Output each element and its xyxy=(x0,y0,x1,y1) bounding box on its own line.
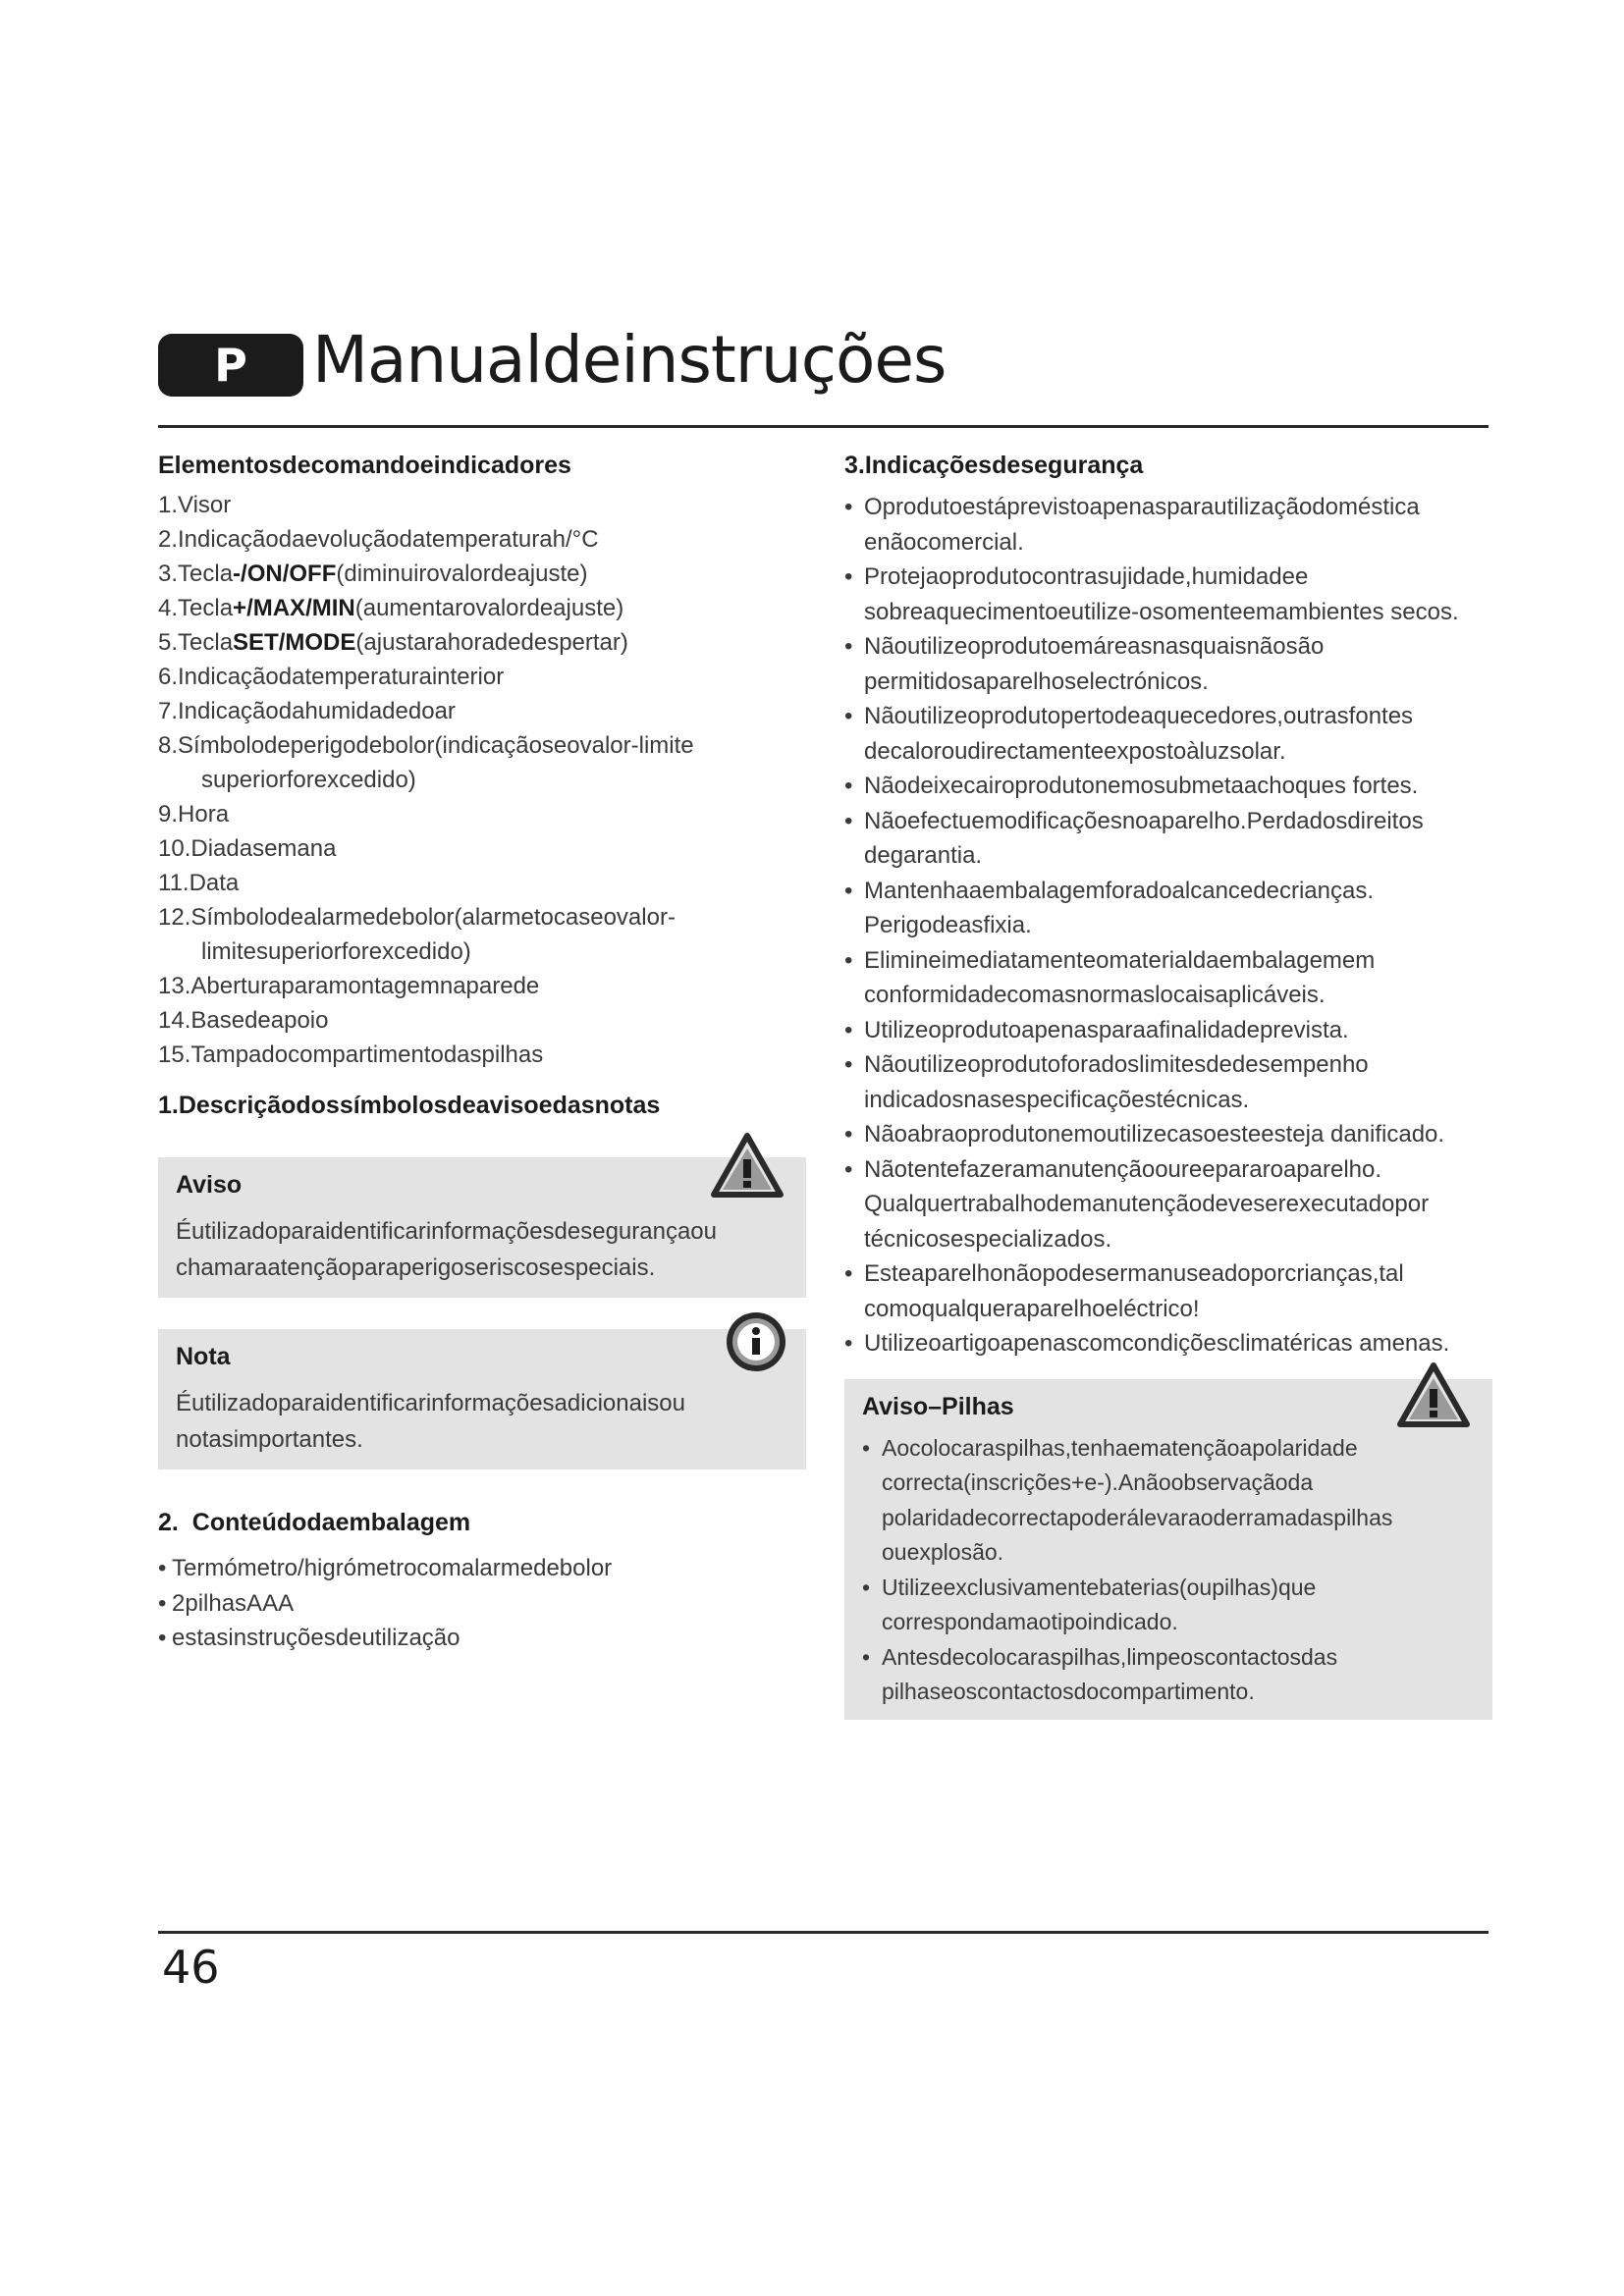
safety-heading: 3.Indicaçõesdesegurança xyxy=(844,452,1144,479)
warning-triangle-icon xyxy=(710,1132,785,1203)
info-icon xyxy=(724,1309,788,1379)
controls-list xyxy=(158,488,806,1072)
list-item: 15.Tampadocompartimentodaspilhas xyxy=(158,1041,544,1068)
list-item: • Antesdecolocaraspilhas,limpeoscontactosdas pilhaseoscontactosdocompartimento. xyxy=(862,1640,1475,1710)
list-item: • Nãodeixecairoprodutonemosubmetaachoques fortes. xyxy=(844,769,1492,804)
list-item: 4.Tecla+/MAX/MIN(aumentarovalordeajuste) xyxy=(158,595,624,621)
list-item: • Nãotentefazeramanutençãooureepararoaparelho. Qualquertrabalhodemanutençãodeveserexecutadopor técnicosespecializados. xyxy=(844,1152,1492,1257)
list-item: 13.Aberturaparamontagemnaparede xyxy=(158,973,540,999)
left-column xyxy=(158,452,806,1656)
note-box xyxy=(158,1329,806,1469)
page-title: Manualdeinstruções xyxy=(312,322,947,398)
list-item: 7.Indicaçãodahumidadedoar xyxy=(158,698,456,724)
list-item: 10.Diadasemana xyxy=(158,835,337,862)
footer-divider xyxy=(158,1931,1489,1934)
contents-heading: 2. Conteúdodaembalagem xyxy=(158,1509,471,1536)
list-item: • Nãoabraoprodutonemoutilizecasoesteesteja danificado. xyxy=(844,1117,1492,1152)
header-divider xyxy=(158,425,1489,428)
list-item: • Mantenhaaembalagemforadoalcancedecrianças. Perigodeasfixia. xyxy=(844,874,1492,943)
controls-heading: Elementosdecomandoeindicadores xyxy=(158,452,571,479)
contents-list xyxy=(158,1551,806,1656)
note-box-body: Éutilizadoparaidentificarinformaçõesadicionaisou notasimportantes. xyxy=(176,1390,685,1453)
list-item: • Termómetro/higrómetrocomalarmedebolor xyxy=(158,1551,806,1586)
warning-triangle-icon xyxy=(1396,1362,1471,1433)
battery-box-title: Aviso–Pilhas xyxy=(862,1392,1014,1420)
list-item: • Nãoutilizeoprodutopertodeaquecedores,outrasfontes decaloroudirectamenteexpostoàluzsolar. xyxy=(844,699,1492,769)
list-item: • Utilizeexclusivamentebaterias(oupilhas)que correspondamaotipoindicado. xyxy=(862,1571,1475,1640)
list-item: • 2pilhasAAA xyxy=(158,1586,806,1622)
right-column xyxy=(844,452,1492,1720)
list-item: 11.Data xyxy=(158,870,240,896)
list-item: 3.Tecla-/ON/OFF(diminuirovalordeajuste) xyxy=(158,561,588,587)
list-item: 6.Indicaçãodatemperaturainterior xyxy=(158,664,505,690)
list-item: 12.Símbolodealarmedebolor(alarmetocaseovalor- limitesuperiorforexcedido) xyxy=(158,904,676,965)
battery-warning-box xyxy=(844,1379,1492,1720)
list-item: • Nãoutilizeoprodutoforadoslimitesdedesempenho indicadosnasespecificaçõestécnicas. xyxy=(844,1047,1492,1117)
list-item: 9.Hora xyxy=(158,801,230,828)
list-item: • Oprodutoestáprevistoapenasparautilizaçãodoméstica enãocomercial. xyxy=(844,490,1492,560)
list-item: 2.Indicaçãodaevoluçãodatemperaturah/°C xyxy=(158,526,599,553)
list-item: • Nãoefectuemodificaçõesnoaparelho.Perdadosdireitos degarantia. xyxy=(844,804,1492,874)
list-item: • Protejaoprodutocontrasujidade,humidadee sobreaquecimentoeutilize-osomenteemambientes secos. xyxy=(844,560,1492,629)
list-item: • Utilizeoprodutoapenasparaafinalidadeprevista. xyxy=(844,1013,1492,1048)
list-item: • estasinstruçõesdeutilização xyxy=(158,1621,806,1656)
language-badge: P xyxy=(158,334,303,397)
page-number: 46 xyxy=(162,1941,220,1994)
list-item: 5.TeclaSET/MODE(ajustarahoradedespertar) xyxy=(158,629,628,656)
list-item: 14.Basedeapoio xyxy=(158,1007,329,1034)
list-item: • Esteaparelhonãopodesermanuseadoporcrianças,tal comoqualqueraparelhoeléctrico! xyxy=(844,1256,1492,1326)
symbols-heading: 1.Descriçãodossímbolosdeavisoedasnotas xyxy=(158,1092,661,1119)
list-item: • Elimineimediatamenteomaterialdaembalagemem conformidadecomasnormaslocaisaplicáveis. xyxy=(844,943,1492,1013)
safety-list xyxy=(844,490,1492,1362)
warning-box-body: Éutilizadoparaidentificarinformaçõesdesegurançaou chamaraatençãoparaperigoseriscosespeciais. xyxy=(176,1218,718,1281)
warning-box xyxy=(158,1157,806,1298)
battery-list xyxy=(862,1431,1475,1710)
list-item: 8.Símbolodeperigodebolor(indicaçãoseovalor-limite superiorforexcedido) xyxy=(158,732,694,793)
warning-box-title: Aviso xyxy=(176,1171,243,1199)
list-item: 1.Visor xyxy=(158,492,232,518)
list-item: • Nãoutilizeoprodutoemáreasnasquaisnãosão permitidosaparelhoselectrónicos. xyxy=(844,629,1492,699)
list-item: • Utilizeoartigoapenascomcondiçõesclimatéricas amenas. xyxy=(844,1326,1492,1362)
note-box-title: Nota xyxy=(176,1343,231,1370)
list-item: • Aocolocaraspilhas,tenhaematençãoapolaridade correcta(inscrições+e-).Anãoobservaçãoda polaridadecorrectapoderálevaraoderramadaspilhas ouexplosão. xyxy=(862,1431,1475,1571)
